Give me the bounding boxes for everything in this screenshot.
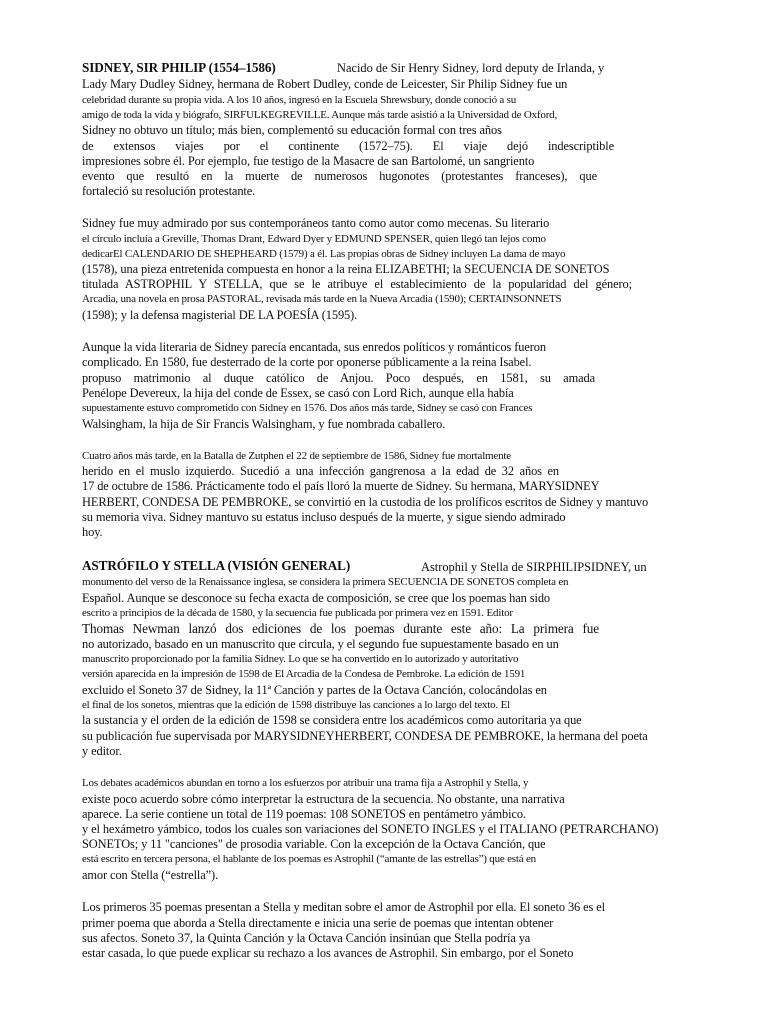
text-line: Sidney fue muy admirado por sus contemporáneos tanto como autor como mecenas. Su literario <box>82 216 550 230</box>
text-line: sus afectos. Soneto 37, la Quinta Canción y la Octava Canción insinúan que Stella podría ya <box>82 931 531 945</box>
text-line: (1578), una pieza entretenida compuesta en honor a la reina ELIZABETHI; la SECUENCIA DE SONETOS <box>82 262 610 276</box>
section-1-heading-continuation: Nacido de Sir Henry Sidney, lord deputy de Irlanda, y <box>337 61 605 75</box>
text-line: 17 de octubre de 1586. Prácticamente todo el país lloró la muerte de Sidney. Su hermana, MARYSIDNEY <box>82 479 600 493</box>
section-1-first-line <box>82 60 276 76</box>
text-line: evento que resultó en la muerte de numerosos hugonotes (protestantes franceses), que <box>82 169 597 183</box>
section-2-heading: ASTRÓFILO Y STELLA (VISIÓN GENERAL) <box>82 558 351 573</box>
text-line: (1598); y la defensa magisterial DE LA POESÍA (1595). <box>82 308 358 322</box>
text-line: aparece. La serie contiene un total de 119 poemas: 108 SONETOS en pentámetro yámbico. <box>82 807 526 821</box>
section-2-first-line <box>82 558 350 574</box>
text-line: y el hexámetro yámbico, todos los cuales son variaciones del SONETO INGLES y el ITALIANO (PETRARCHANO) <box>82 822 659 836</box>
section-1-heading: SIDNEY, SIR PHILIP (1554–1586) <box>82 60 276 75</box>
text-line: Arcadia, una novela en prosa PASTORAL, revisada más tarde en la Nueva Arcadia (1590); CERTAINSONNETS <box>82 293 562 305</box>
text-line: complicado. En 1580, fue desterrado de la corte por oponerse públicamente a la reina Isabel. <box>82 355 532 369</box>
text-line: amor con Stella (“estrella”). <box>82 868 219 882</box>
text-line: y editor. <box>82 744 122 758</box>
text-line: manuscrito proporcionado por la familia Sidney. Lo que se ha convertido en lo autorizado y autoritativo <box>82 653 519 665</box>
text-line: su publicación fue supervisada por MARYSIDNEYHERBERT, CONDESA DE PEMBROKE, la hermana del poeta <box>82 729 648 743</box>
text-line: de extensos viajes por el continente (1572–75). El viaje dejó indescriptible <box>82 139 614 153</box>
text-line: herido en el muslo izquierdo. Sucedió a una infección gangrenosa a la edad de 32 años en <box>82 464 559 478</box>
text-line: supuestamente estuvo comprometido con Sidney en 1576. Dos años más tarde, Sidney se casó con Frances <box>82 402 533 414</box>
section-2-heading-continuation: Astrophil y Stella de SIRPHILIPSIDNEY, un <box>421 560 647 574</box>
text-line: está escrito en tercera persona, el hablante de los poemas es Astrophil (“amante de las estrellas”) que está en <box>82 853 536 865</box>
text-line: Walsingham, la hija de Sir Francis Walsingham, y fue nombrada caballero. <box>82 417 446 431</box>
text-line: impresiones sobre él. Por ejemplo, fue testigo de la Masacre de san Bartolomé, un sangriento <box>82 154 535 168</box>
text-line: existe poco acuerdo sobre cómo interpretar la estructura de la secuencia. No obstante, una narrativa <box>82 792 565 806</box>
text-line: fortaleció su resolución protestante. <box>82 184 256 198</box>
text-line: Cuatro años más tarde, en la Batalla de Zutphen el 22 de septiembre de 1586, Sidney fue mortalmente <box>82 450 511 462</box>
text-line: hoy. <box>82 525 103 539</box>
text-line: amigo de toda la vida y biógrafo, SIRFULKEGREVILLE. Aunque más tarde asistió a la Universidad de Oxford, <box>82 109 558 121</box>
text-line: propuso matrimonio al duque católico de Anjou. Poco después, en 1581, su amada <box>82 371 595 385</box>
text-line: Sidney no obtuvo un título; más bien, complementó su educación formal con tres años <box>82 123 502 137</box>
text-line: SONETOs; y 11 "canciones" de prosodia variable. Con la excepción de la Octava Canción, que <box>82 837 546 851</box>
text-line: Penélope Devereux, la hija del conde de Essex, se casó con Lord Rich, aunque ella había <box>82 386 514 400</box>
text-line: versión aparecida en la impresión de 1598 de El Arcadia de la Condesa de Pembroke. La edición de 1591 <box>82 668 526 680</box>
text-line: escrito a principios de la década de 1580, y la secuencia fue publicada por primera vez en 1591. Editor <box>82 607 513 619</box>
text-line: monumento del verso de la Renaissance inglesa, se considera la primera SECUENCIA DE SONETOS completa en <box>82 576 569 588</box>
text-line: Los debates académicos abundan en torno a los esfuerzos por atribuir una trama fija a Astrophil y Stella, y <box>82 777 529 789</box>
text-line: Thomas Newman lanzó dos ediciones de los poemas durante este año: La primera fue <box>82 621 599 636</box>
text-line: Aunque la vida literaria de Sidney parecía encantada, sus enredos políticos y románticos fueron <box>82 340 546 354</box>
text-line: dedicarEl CALENDARIO DE SHEPHEARD (1579) a él. Las propias obras de Sidney incluyen La dama de mayo <box>82 248 566 260</box>
text-line: su memoria viva. Sidney mantuvo su estatus incluso después de la muerte, y sigue siendo admirado <box>82 510 566 524</box>
text-line: el final de los sonetos, mientras que la edición de 1598 distribuye las canciones a lo largo del texto. El <box>82 699 510 711</box>
text-line: titulada ASTROPHIL Y STELLA, que se le atribuye el establecimiento de la popularidad del género; <box>82 277 632 291</box>
text-line: estar casada, lo que puede explicar su rechazo a los avances de Astrophil. Sin embargo, por el Soneto <box>82 946 574 960</box>
text-line: primer poema que aborda a Stella directamente e inicia una serie de poemas que intentan obtener <box>82 916 554 930</box>
text-line: no autorizado, basado en un manuscrito que circula, y el segundo fue supuestamente basado en un <box>82 637 559 651</box>
text-line: la sustancia y el orden de la edición de 1598 se considera entre los académicos como autoritaria ya que <box>82 713 582 727</box>
text-line: celebridad durante su propia vida. A los 10 años, ingresó en la Escuela Shrewsbury, donde conoció a su <box>82 94 517 106</box>
text-line: Lady Mary Dudley Sidney, hermana de Robert Dudley, conde de Leicester, Sir Philip Sidney fue un <box>82 77 568 91</box>
text-line: Español. Aunque se desconoce su fecha exacta de composición, se cree que los poemas han sido <box>82 591 551 605</box>
text-line: Los primeros 35 poemas presentan a Stella y meditan sobre el amor de Astrophil por ella. El soneto 36 es el <box>82 900 605 914</box>
text-line: el círculo incluía a Greville, Thomas Drant, Edward Dyer y EDMUND SPENSER, quien llegó tan lejos como <box>82 233 546 245</box>
text-line: HERBERT, CONDESA DE PEMBROKE, se convirtió en la custodia de los prolíficos escritos de Sidney y mantuvo <box>82 495 649 509</box>
text-line: excluido el Soneto 37 de Sidney, la 11ª Canción y partes de la Octava Canción, colocándolas en <box>82 683 547 697</box>
